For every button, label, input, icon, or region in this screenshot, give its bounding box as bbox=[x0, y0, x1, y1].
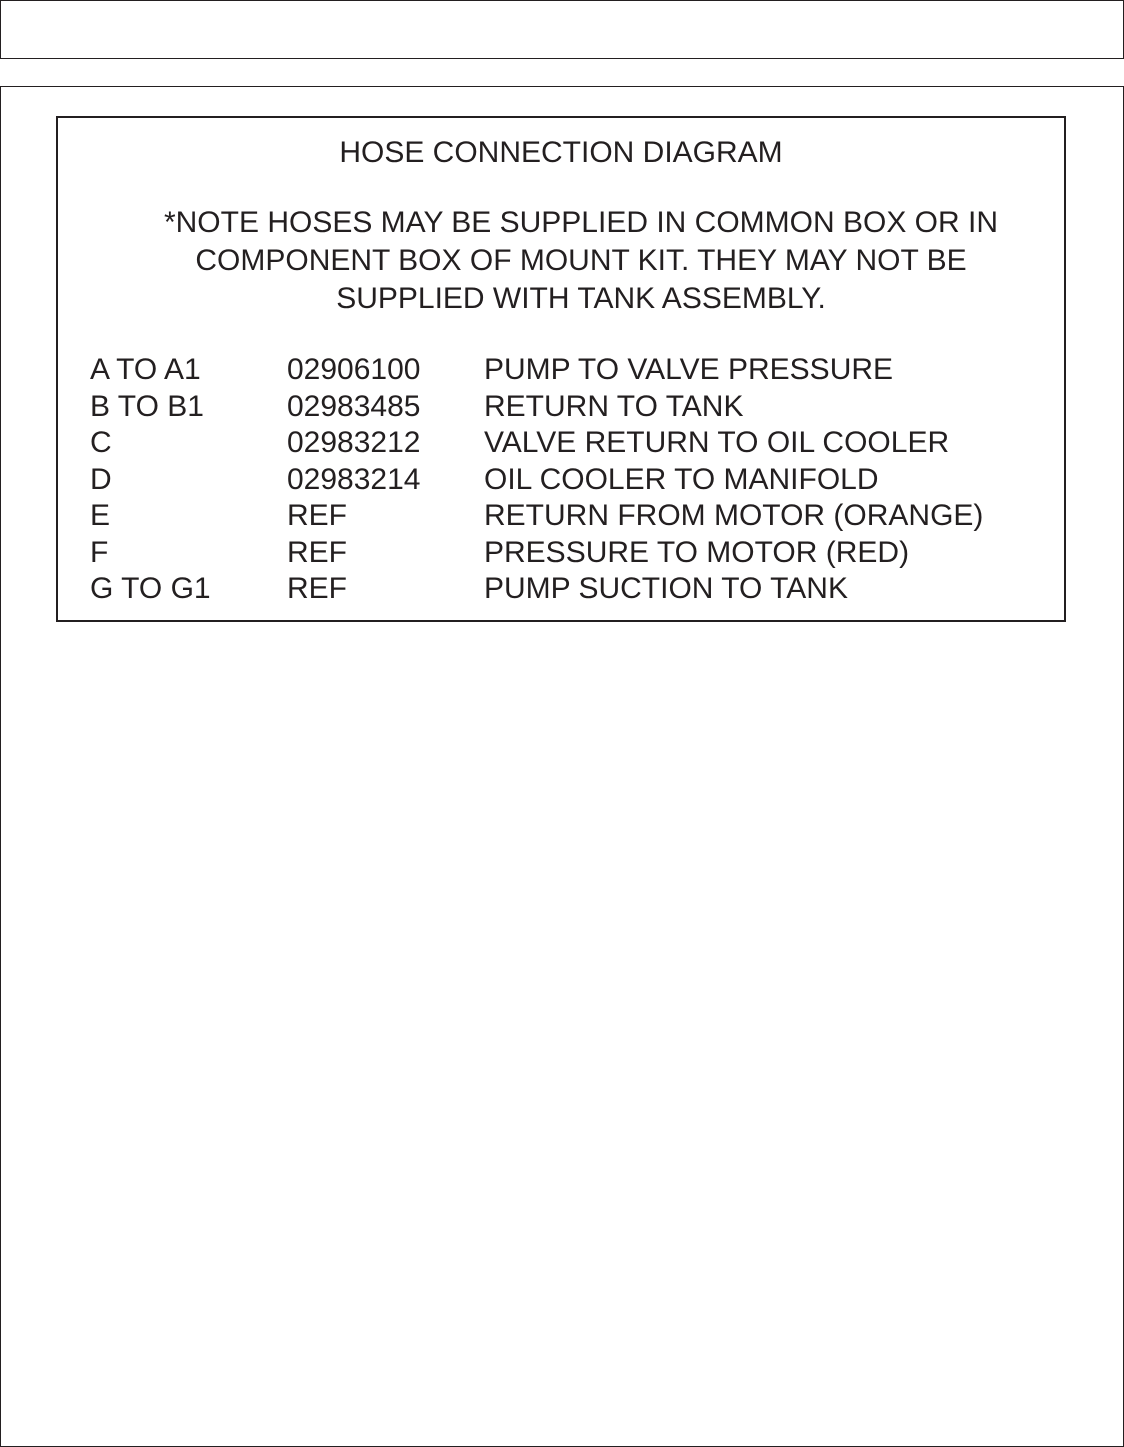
note-line: *NOTE HOSES MAY BE SUPPLIED IN COMMON BOX OR IN bbox=[163, 206, 999, 239]
description-cell: PUMP SUCTION TO TANK bbox=[484, 572, 848, 605]
connection-cell: A TO A1 bbox=[90, 353, 201, 386]
connection-cell: G TO G1 bbox=[90, 572, 211, 605]
description-cell: RETURN TO TANK bbox=[484, 389, 744, 423]
part-number-cell: 02906100 bbox=[287, 353, 421, 386]
connection-cell: B TO B1 bbox=[90, 389, 204, 423]
description-cell: VALVE RETURN TO OIL COOLER bbox=[484, 426, 950, 459]
part-number-cell: 02983212 bbox=[287, 426, 421, 459]
legend-title: HOSE CONNECTION DIAGRAM bbox=[339, 136, 783, 169]
header-frame bbox=[0, 0, 1124, 59]
connection-cell: E bbox=[90, 499, 111, 532]
description-cell: PRESSURE TO MOTOR (RED) bbox=[484, 535, 910, 569]
description-cell: RETURN FROM MOTOR (ORANGE) bbox=[484, 499, 984, 532]
part-number-cell: REF bbox=[287, 572, 347, 605]
description-cell: OIL COOLER TO MANIFOLD bbox=[484, 462, 879, 496]
connection-cell: D bbox=[90, 462, 112, 496]
description-cell: PUMP TO VALVE PRESSURE bbox=[484, 353, 894, 386]
connection-cell: C bbox=[90, 426, 112, 459]
part-number-cell: REF bbox=[287, 535, 347, 569]
hose-legend-box bbox=[56, 116, 1066, 622]
note-line: SUPPLIED WITH TANK ASSEMBLY. bbox=[336, 282, 826, 315]
part-number-cell: REF bbox=[287, 499, 347, 532]
note-line: COMPONENT BOX OF MOUNT KIT. THEY MAY NOT BE bbox=[195, 244, 967, 277]
part-number-cell: 02983214 bbox=[287, 462, 421, 496]
part-number-cell: 02983485 bbox=[287, 389, 421, 423]
connection-cell: F bbox=[90, 535, 109, 569]
legend-note bbox=[98, 204, 1064, 318]
